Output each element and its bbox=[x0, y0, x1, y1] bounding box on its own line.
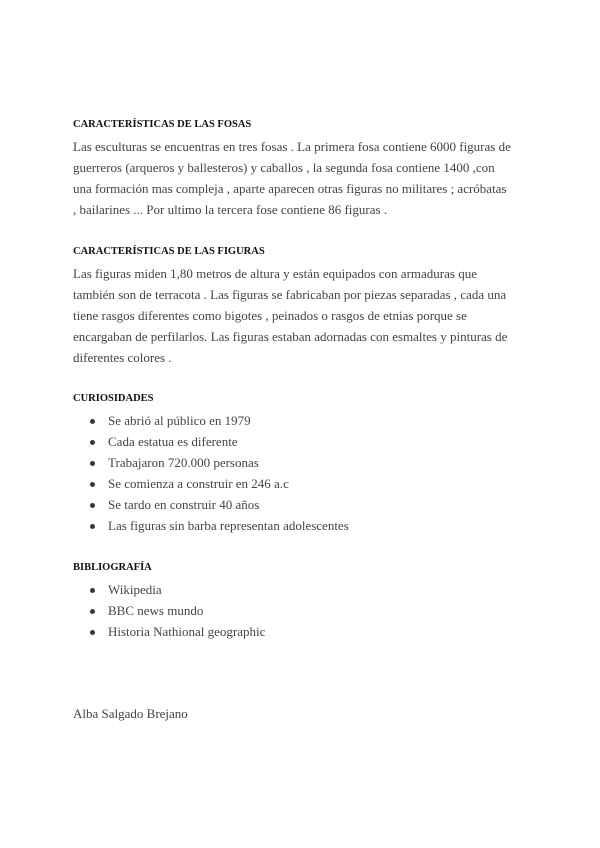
list-bibliografia bbox=[90, 579, 265, 642]
author-name: Alba Salgado Brejano bbox=[73, 706, 188, 721]
bullet-icon bbox=[90, 503, 95, 508]
paragraph-line: Las esculturas se encuentras en tres fosas . La primera fosa contiene 6000 figuras de bbox=[73, 139, 511, 154]
paragraph-line: tiene rasgos diferentes como bigotes , peinados o rasgos de etnias porque se bbox=[73, 308, 467, 323]
bullet-icon bbox=[90, 419, 95, 424]
list-item: Historia Nathional geographic bbox=[90, 621, 265, 642]
paragraph-figuras bbox=[73, 263, 533, 368]
list-item: Wikipedia bbox=[90, 579, 265, 600]
list-item: Las figuras sin barba representan adolescentes bbox=[90, 515, 349, 536]
bullet-icon bbox=[90, 461, 95, 466]
paragraph-line: también son de terracota . Las figuras se fabricaban por piezas separadas , cada una bbox=[73, 287, 507, 302]
paragraph-fosas bbox=[73, 136, 533, 220]
heading-fosas: CARACTERÍSTICAS DE LAS FOSAS bbox=[73, 119, 252, 130]
list-item: Se tardo en construir 40 años bbox=[90, 494, 349, 515]
heading-figuras: CARACTERÍSTICAS DE LAS FIGURAS bbox=[73, 246, 265, 257]
list-item: Se comienza a construir en 246 a.c bbox=[90, 473, 349, 494]
bullet-icon bbox=[90, 588, 95, 593]
paragraph-line: diferentes colores . bbox=[73, 350, 172, 365]
bullet-icon bbox=[90, 482, 95, 487]
list-item: Trabajaron 720.000 personas bbox=[90, 452, 349, 473]
bullet-icon bbox=[90, 440, 95, 445]
list-curiosidades bbox=[90, 410, 349, 536]
paragraph-line: encargaban de perfilarlos. Las figuras estaban adornadas con esmaltes y pinturas de bbox=[73, 329, 508, 344]
paragraph-line: Las figuras miden 1,80 metros de altura y están equipados con armaduras que bbox=[73, 266, 477, 281]
bullet-icon bbox=[90, 524, 95, 529]
paragraph-line: guerreros (arqueros y ballesteros) y caballos , la segunda fosa contiene 1400 ,con bbox=[73, 160, 495, 175]
paragraph-line: una formación mas compleja , aparte aparecen otras figuras no militares ; acróbatas bbox=[73, 181, 507, 196]
list-item: Cada estatua es diferente bbox=[90, 431, 349, 452]
bullet-icon bbox=[90, 609, 95, 614]
paragraph-line: , bailarines ... Por ultimo la tercera fose contiene 86 figuras . bbox=[73, 202, 388, 217]
heading-curiosidades: CURIOSIDADES bbox=[73, 393, 154, 404]
list-item: BBC news mundo bbox=[90, 600, 265, 621]
heading-bibliografia: BIBLIOGRAFÍA bbox=[73, 562, 152, 573]
list-item: Se abrió al público en 1979 bbox=[90, 410, 349, 431]
bullet-icon bbox=[90, 630, 95, 635]
